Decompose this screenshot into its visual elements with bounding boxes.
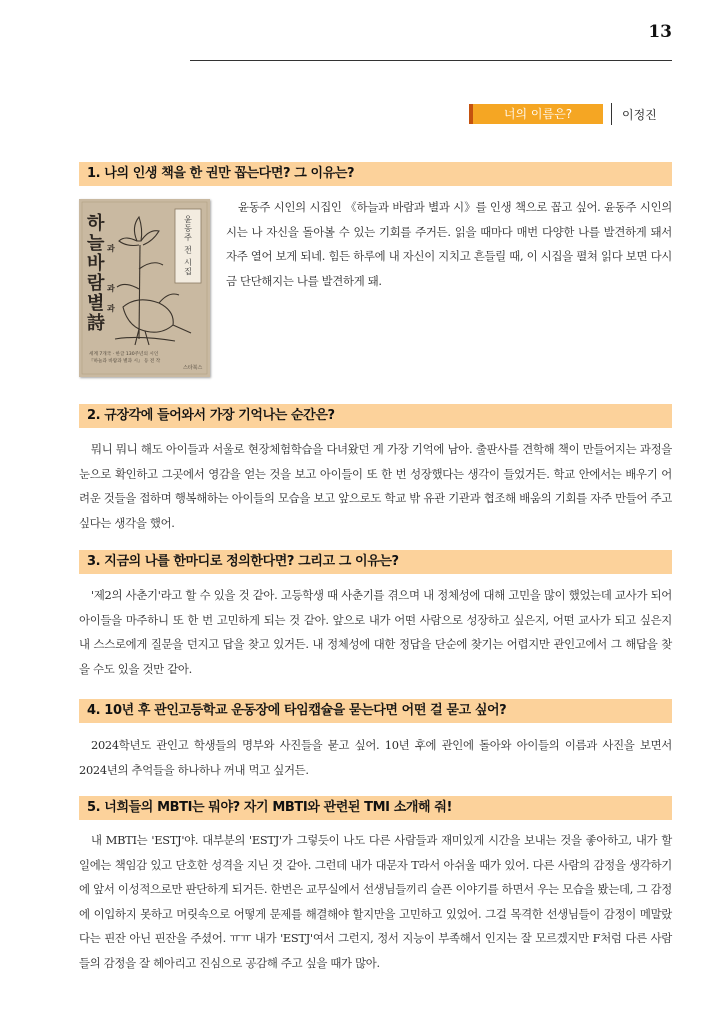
- page-number: 13: [648, 22, 672, 42]
- question-heading-2: 2. 규장각에 들어와서 가장 기억나는 순간은?: [79, 404, 672, 428]
- answer-text-2: 뭐니 뭐니 해도 아이들과 서울로 현장체험학습을 다녀왔던 게 가장 기억에 남아. 출판사를 견학해 책이 만들어지는 과정을 눈으로 확인하고 그곳에서 영감을 얻는 것을 보고 아이들이 또 한 번 성장했다는 생각이 들었거든. 학교 안에서는 배우기 어려운 것들을 접하며 행복해하는 아이들의 모습을 보고 앞으로도 학교 밖 유관 기관과 협조해 배움의 기회를 자주 만들어 주고 싶다는 생각을 했어.: [79, 442, 672, 530]
- book-title-char: 늘: [87, 233, 105, 254]
- answer-text-3: '제2의 사춘기'라고 할 수 있을 것 같아. 고등학생 때 사춘기를 겪으며 내 정체성에 대해 고민을 많이 했었는데 교사가 되어 아이들을 마주하니 또 한 번 고민하게 되는 것 같아. 앞으로 내가 어떤 사람으로 성장하고 싶은지, 어떤 교사가 되고 싶은지 내 스스로에게 질문을 던지고 답을 찾고 있거든. 내 정체성에 대한 정답을 단순에 찾기는 어렵지만 관인고에서 그 해답을 찾을 수도 있을 것만 같아.: [79, 588, 672, 676]
- book-publisher: 스타북스: [183, 365, 203, 371]
- question-heading-3: 3. 지금의 나를 한마디로 정의한다면? 그리고 그 이유는?: [79, 550, 672, 574]
- book-title-char: 과: [107, 283, 115, 293]
- author-name: 이정진: [622, 107, 657, 122]
- question-heading-5: 5. 너희들의 MBTI는 뭐야? 자기 MBTI와 관련된 TMI 소개해 줘!: [79, 796, 672, 820]
- book-title-char: 과: [107, 303, 115, 313]
- book-caption-line: 세계 7개국 · 한글 130주년의 시인: [89, 352, 159, 357]
- book-caption-line: 『하늘과 바람과 별과 시』 등 전 작: [89, 359, 161, 364]
- series-badge: 너의 이름은?: [469, 104, 603, 124]
- answer-text-4: 2024학년도 관인고 학생들의 명부와 사진들을 묻고 싶어. 10년 후에 관인에 돌아와 아이들의 이름과 사진을 보면서 2024년의 추억들을 하나하나 꺼내 먹고 싶거든.: [79, 738, 672, 777]
- book-title-char: 과: [107, 243, 115, 253]
- book-title-char: 람: [87, 273, 105, 294]
- header-separator: [611, 103, 612, 125]
- question-heading-1: 1. 나의 인생 책을 한 권만 꼽는다면? 그 이유는?: [79, 162, 672, 186]
- book-title-char: 하: [87, 213, 105, 234]
- answer-text-1: 윤동주 시인의 시집인 《하늘과 바람과 별과 시》를 인생 책으로 꼽고 싶어. 윤동주 시인의 시는 나 자신을 돌아볼 수 있는 기회를 주거든. 읽을 때마다 매번 다양한 나를 발견하게 돼서 자주 열어 보게 되네. 힘든 하루에 내 자신이 지치고 흔들릴 때, 이 시집을 펼쳐 읽다 보면 다시금 단단해지는 나를 발견하게 돼.: [226, 200, 672, 288]
- question-heading-4: 4. 10년 후 관인고등학교 운동장에 타임캡슐을 묻는다면 어떤 걸 묻고 싶어?: [79, 699, 672, 723]
- book-title-char: 바: [87, 253, 105, 274]
- book-title-char: 별: [87, 293, 105, 314]
- book-cover-image: [79, 199, 210, 377]
- answer-text-5: 내 MBTI는 'ESTJ'야. 대부분의 'ESTJ'가 그렇듯이 나도 다른 사람들과 재미있게 시간을 보내는 것을 좋아하고, 내가 할 일에는 책임감 있고 단호한 성격을 지닌 것 같아. 그런데 내가 대문자 T라서 아쉬울 때가 있어. 다른 사람의 감정을 생각하기에 앞서 이성적으로만 판단하게 되거든. 한번은 교무실에서 선생님들끼리 슬픈 이야기를 하면서 우는 모습을 봤는데, 그 감정에 이입하지 못하고 머릿속으로 어떻게 문제를 해결해야 할지만을 고민하고 있었어. 그걸 목격한 선생님들이 감정이 메말랐다는 핀잔 아닌 핀잔을 주셨어. ㅠㅠ 내가 'ESTJ'여서 그런지, 정서 지능이 부족해서 인지는 잘 모르겠지만 F처럼 다른 사람들의 감정을 잘 헤아리고 진심으로 공감해 주고 싶을 때가 많아.: [79, 833, 672, 970]
- book-label: 윤동주 전 시집: [183, 215, 193, 277]
- top-divider: [190, 60, 672, 61]
- book-title-char: 詩: [87, 313, 105, 334]
- interview-header: [469, 103, 657, 125]
